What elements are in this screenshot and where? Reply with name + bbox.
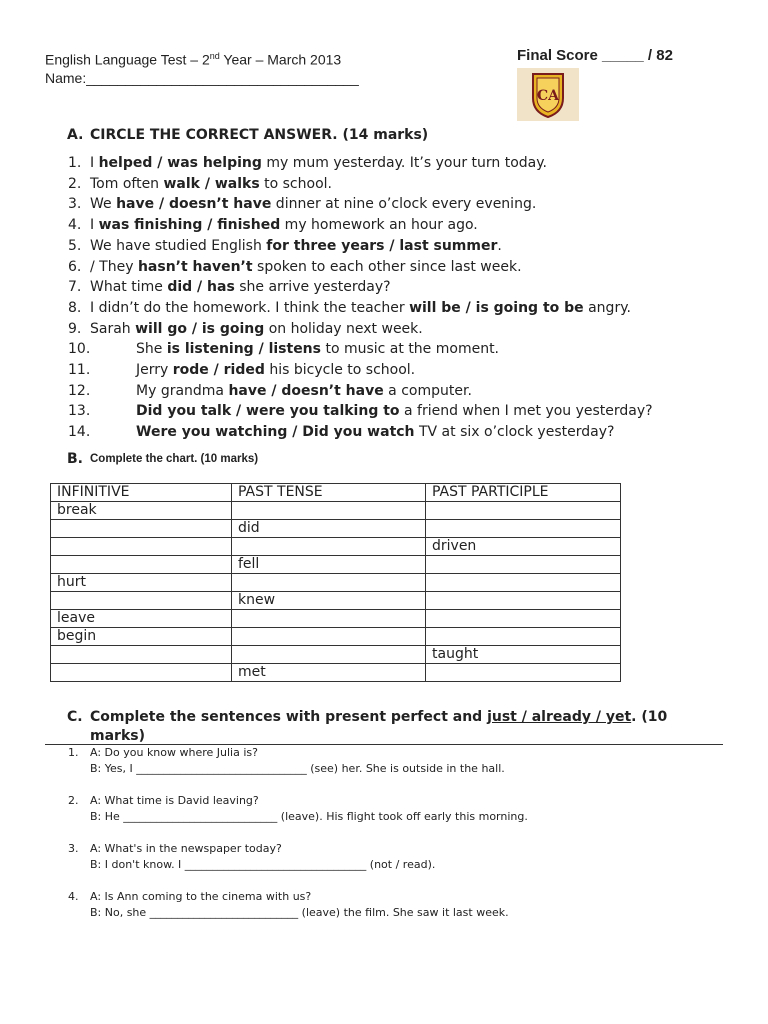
final-score: Final Score _____ / 82	[517, 47, 673, 64]
infinitive-cell[interactable]	[51, 646, 232, 664]
question-text	[136, 403, 653, 419]
test-title-text-end: Year – March 2013	[219, 51, 342, 68]
chart-row	[51, 592, 621, 610]
question-text	[90, 176, 332, 192]
answer-options[interactable]: is listening / listens	[166, 341, 321, 358]
past-tense-cell: met	[232, 664, 426, 682]
section-c-title-line2: marks)	[90, 728, 145, 744]
question-text-pre: We have studied English	[90, 237, 267, 254]
question-text	[136, 341, 499, 357]
question-text-post: TV at six o’clock yesterday?	[414, 424, 615, 441]
past-participle-cell: driven	[426, 538, 621, 556]
question-number: 3.	[68, 196, 82, 213]
infinitive-cell: break	[51, 502, 232, 520]
past-participle-cell: taught	[426, 646, 621, 664]
header-past-participle: PAST PARTICIPLE	[426, 484, 621, 502]
question-text-pre: I	[90, 217, 99, 234]
question-text-pre: We	[90, 196, 117, 213]
past-participle-cell[interactable]	[426, 502, 621, 520]
infinitive-cell: hurt	[51, 574, 232, 592]
question-text	[90, 300, 631, 316]
question-text	[90, 196, 536, 212]
section-c-title-end: . (10	[631, 709, 668, 725]
exercise-line-b[interactable]: B: He ____________________________ (leave). His flight took off early this morning.	[90, 810, 528, 823]
infinitive-cell: begin	[51, 628, 232, 646]
question-text	[90, 279, 391, 295]
exercise-line-b[interactable]: B: I don't know. I _________________________________ (not / read).	[90, 858, 436, 871]
chart-row	[51, 520, 621, 538]
question-text-pre: Jerry	[136, 362, 173, 378]
past-participle-cell[interactable]	[426, 574, 621, 592]
section-a-letter: A.	[67, 127, 84, 143]
section-c-title-underlined: just / already / yet	[487, 709, 632, 725]
infinitive-cell[interactable]	[51, 664, 232, 682]
question-text-pre: Sarah	[90, 320, 136, 337]
answer-options[interactable]: was finishing / finished	[98, 217, 281, 234]
infinitive-cell[interactable]	[51, 592, 232, 610]
question-number: 1.	[68, 155, 82, 171]
question-number: 9.	[68, 320, 82, 337]
exercise-number: 2.	[68, 794, 79, 807]
past-participle-cell[interactable]	[426, 592, 621, 610]
question-number: 6.	[68, 258, 82, 275]
question-number: 12.	[68, 382, 91, 399]
chart-row	[51, 628, 621, 646]
question-number: 10.	[68, 341, 91, 358]
test-title	[45, 51, 341, 68]
question-text-pre: She	[136, 341, 167, 358]
past-tense-cell[interactable]	[232, 574, 426, 592]
question-number: 7.	[68, 279, 82, 296]
exercise-number: 3.	[68, 842, 79, 855]
question-number: 2.	[68, 175, 82, 192]
answer-options[interactable]: Were you watching / Did you watch	[136, 424, 415, 441]
past-participle-cell[interactable]	[426, 556, 621, 574]
answer-options[interactable]: rode / rided	[172, 362, 265, 378]
question-text-post: to school.	[259, 175, 332, 192]
answer-options[interactable]: have / doesn’t have	[116, 196, 272, 213]
exercise-line-b[interactable]: B: Yes, I _______________________________ (see) her. She is outside in the hall.	[90, 762, 505, 775]
section-b-letter: B.	[67, 451, 83, 467]
question-text-post: dinner at nine o’clock every evening.	[271, 196, 537, 213]
question-text-post: my homework an hour ago.	[280, 217, 478, 234]
section-c-letter: C.	[67, 709, 83, 725]
section-c-title	[90, 709, 667, 725]
question-number: 5.	[68, 237, 82, 254]
question-text	[136, 424, 614, 440]
section-c-title-text: Complete the sentences with present perfect and	[90, 709, 488, 725]
question-text	[90, 321, 423, 337]
question-text-post: on holiday next week.	[264, 320, 423, 337]
chart-row	[51, 556, 621, 574]
answer-options[interactable]: will be / is going to be	[409, 299, 584, 316]
svg-text:CA: CA	[536, 88, 560, 104]
question-text-pre: My grandma	[136, 382, 229, 399]
section-c-divider	[45, 744, 723, 745]
section-b-title: Complete the chart. (10 marks)	[90, 453, 259, 465]
exercise-line-a: A: Is Ann coming to the cinema with us?	[90, 890, 312, 903]
question-text-post: .	[497, 237, 502, 254]
header-past-tense: PAST TENSE	[232, 484, 426, 502]
past-tense-cell[interactable]	[232, 538, 426, 556]
question-text-post: angry.	[583, 299, 631, 316]
infinitive-cell[interactable]	[51, 538, 232, 556]
verb-chart	[50, 483, 621, 682]
past-participle-cell[interactable]	[426, 520, 621, 538]
past-tense-cell[interactable]	[232, 628, 426, 646]
question-text-pre: / They	[90, 258, 138, 275]
question-text	[90, 259, 522, 275]
question-text-pre: I	[90, 155, 99, 171]
school-logo	[517, 68, 579, 121]
question-text-post: a computer.	[383, 382, 472, 399]
question-text-post: his bicycle to school.	[264, 362, 416, 378]
question-text-pre: What time	[90, 279, 168, 296]
question-text-post: my mum yesterday. It’s your turn today.	[261, 155, 548, 171]
question-text-post: she arrive yesterday?	[234, 279, 391, 296]
question-number: 13.	[68, 403, 91, 420]
question-text	[90, 217, 478, 233]
exercise-number: 1.	[68, 746, 79, 759]
question-text	[136, 362, 415, 378]
test-title-sup: nd	[209, 51, 220, 61]
section-a-title: CIRCLE THE CORRECT ANSWER. (14 marks)	[90, 127, 429, 143]
question-text-post: a friend when I met you yesterday?	[399, 403, 653, 420]
question-text-pre: I didn’t do the homework. I think the teacher	[90, 299, 410, 316]
past-tense-cell: did	[232, 520, 426, 538]
question-text	[90, 155, 547, 171]
answer-options[interactable]: have / doesn’t have	[228, 382, 384, 399]
exercise-number: 4.	[68, 890, 79, 903]
exercise-line-a: A: What time is David leaving?	[90, 794, 259, 807]
answer-options[interactable]: helped / was helping	[98, 155, 262, 171]
question-text-post: to music at the moment.	[321, 341, 500, 358]
infinitive-cell[interactable]	[51, 556, 232, 574]
past-tense-cell[interactable]	[232, 502, 426, 520]
past-participle-cell[interactable]	[426, 664, 621, 682]
chart-row	[51, 574, 621, 592]
answer-options[interactable]: did / has	[167, 279, 235, 296]
exercise-line-b[interactable]: B: No, she ___________________________ (leave) the film. She saw it last week.	[90, 906, 509, 919]
past-tense-cell: knew	[232, 592, 426, 610]
chart-header-row	[51, 484, 621, 502]
answer-options[interactable]: hasn’t haven’t	[137, 258, 253, 275]
chart-row	[51, 664, 621, 682]
question-text	[136, 383, 472, 399]
past-participle-cell[interactable]	[426, 610, 621, 628]
school-crest-icon	[517, 68, 579, 121]
past-participle-cell[interactable]	[426, 628, 621, 646]
answer-options[interactable]: for three years / last summer	[266, 237, 498, 254]
answer-options[interactable]: will go / is going	[135, 320, 265, 337]
question-text-pre: Tom often	[90, 175, 164, 192]
question-number: 8.	[68, 299, 82, 316]
exercise-line-a: A: Do you know where Julia is?	[90, 746, 258, 759]
past-tense-cell[interactable]	[232, 610, 426, 628]
question-number: 4.	[68, 217, 82, 234]
chart-row	[51, 610, 621, 628]
question-text	[90, 238, 502, 254]
question-number: 14.	[68, 424, 91, 441]
infinitive-cell: leave	[51, 610, 232, 628]
chart-row	[51, 646, 621, 664]
header-infinitive: INFINITIVE	[51, 484, 232, 502]
question-text-post: spoken to each other since last week.	[252, 258, 522, 275]
name-field[interactable]: Name:___________________________________	[45, 70, 359, 86]
answer-options[interactable]: Did you talk / were you talking to	[136, 403, 400, 420]
exercise-line-a: A: What's in the newspaper today?	[90, 842, 282, 855]
chart-row	[51, 502, 621, 520]
past-tense-cell: fell	[232, 556, 426, 574]
answer-options[interactable]: walk / walks	[163, 175, 260, 192]
chart-row	[51, 538, 621, 556]
question-number: 11.	[68, 362, 91, 378]
infinitive-cell[interactable]	[51, 520, 232, 538]
test-title-text: English Language Test – 2	[45, 51, 210, 68]
past-tense-cell[interactable]	[232, 646, 426, 664]
